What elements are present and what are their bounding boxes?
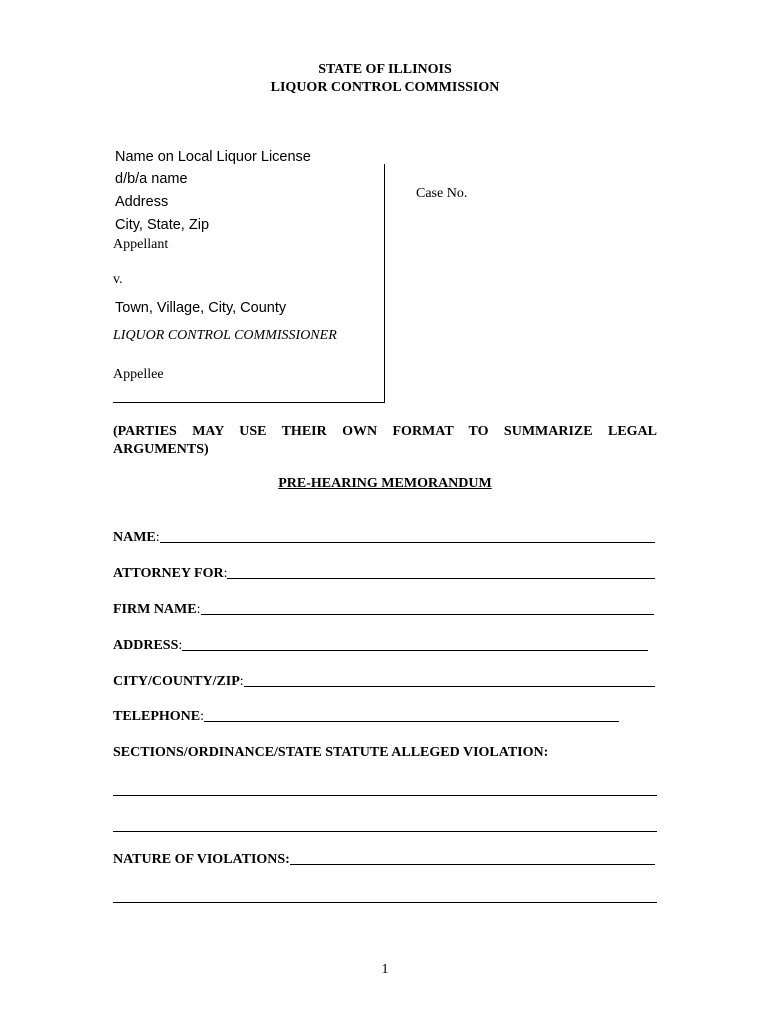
attorney-for-blank-line[interactable] [227, 577, 655, 579]
firm-name-colon: : [196, 602, 201, 617]
address-blank-line[interactable] [182, 649, 648, 651]
appellee-title: LIQUOR CONTROL COMMISSIONER [113, 328, 337, 343]
format-note-line-2: ARGUMENTS) [113, 442, 209, 457]
city-county-zip-colon: : [239, 674, 244, 689]
name-field[interactable] [113, 530, 655, 546]
attorney-for-colon: : [223, 566, 228, 581]
appellee-role: Appellee [113, 367, 164, 382]
header-commission: LIQUOR CONTROL COMMISSION [270, 80, 500, 95]
appellant-address-line: Address [115, 194, 169, 210]
firm-name-blank-line[interactable] [201, 613, 655, 615]
memorandum-title [0, 476, 770, 492]
appellant-dba-line: d/b/a name [115, 171, 188, 187]
address-colon: : [178, 638, 183, 653]
versus-label: v. [113, 272, 123, 287]
appellee-entity: Town, Village, City, County [115, 300, 287, 316]
address-field[interactable] [113, 638, 648, 654]
name-label: NAME [113, 530, 156, 545]
memorandum-title-text: PRE-HEARING MEMORANDUM [278, 476, 492, 491]
appellant-name-line: Name on Local Liquor License [115, 149, 311, 165]
nature-blank-line[interactable] [290, 863, 655, 865]
page-number: 1 [381, 962, 389, 977]
telephone-colon: : [200, 709, 205, 724]
nature-label: NATURE OF VIOLATIONS: [113, 852, 290, 867]
format-note [113, 423, 657, 459]
name-blank-line[interactable] [160, 541, 655, 543]
attorney-for-field[interactable] [113, 566, 655, 582]
city-county-zip-label: CITY/COUNTY/ZIP [113, 674, 240, 689]
caption-vertical-rule [384, 164, 385, 402]
appellant-role: Appellant [113, 237, 169, 252]
city-county-zip-blank-line[interactable] [244, 685, 655, 687]
violation-heading: SECTIONS/ORDINANCE/STATE STATUTE ALLEGED VIOLATION: [113, 745, 549, 760]
nature-blank-line-2[interactable] [113, 902, 657, 903]
case-number-label: Case No. [416, 186, 468, 201]
city-county-zip-field[interactable] [113, 674, 655, 690]
violation-blank-line-2[interactable] [113, 831, 657, 832]
telephone-field[interactable] [113, 709, 619, 725]
appellant-city-line: City, State, Zip [115, 217, 210, 233]
telephone-blank-line[interactable] [204, 720, 619, 722]
violation-blank-line-1[interactable] [113, 795, 657, 796]
address-label: ADDRESS [113, 638, 179, 653]
firm-name-field[interactable] [113, 602, 654, 618]
format-note-line-1: (PARTIES MAY USE THEIR OWN FORMAT TO SUMMARIZE LEGAL [113, 424, 657, 439]
telephone-label: TELEPHONE [113, 709, 201, 724]
caption-horizontal-rule [113, 402, 385, 403]
nature-field[interactable] [113, 852, 655, 868]
name-colon: : [155, 530, 160, 545]
header-state: STATE OF ILLINOIS [318, 62, 452, 77]
attorney-for-label: ATTORNEY FOR [113, 566, 224, 581]
firm-name-label: FIRM NAME [113, 602, 197, 617]
